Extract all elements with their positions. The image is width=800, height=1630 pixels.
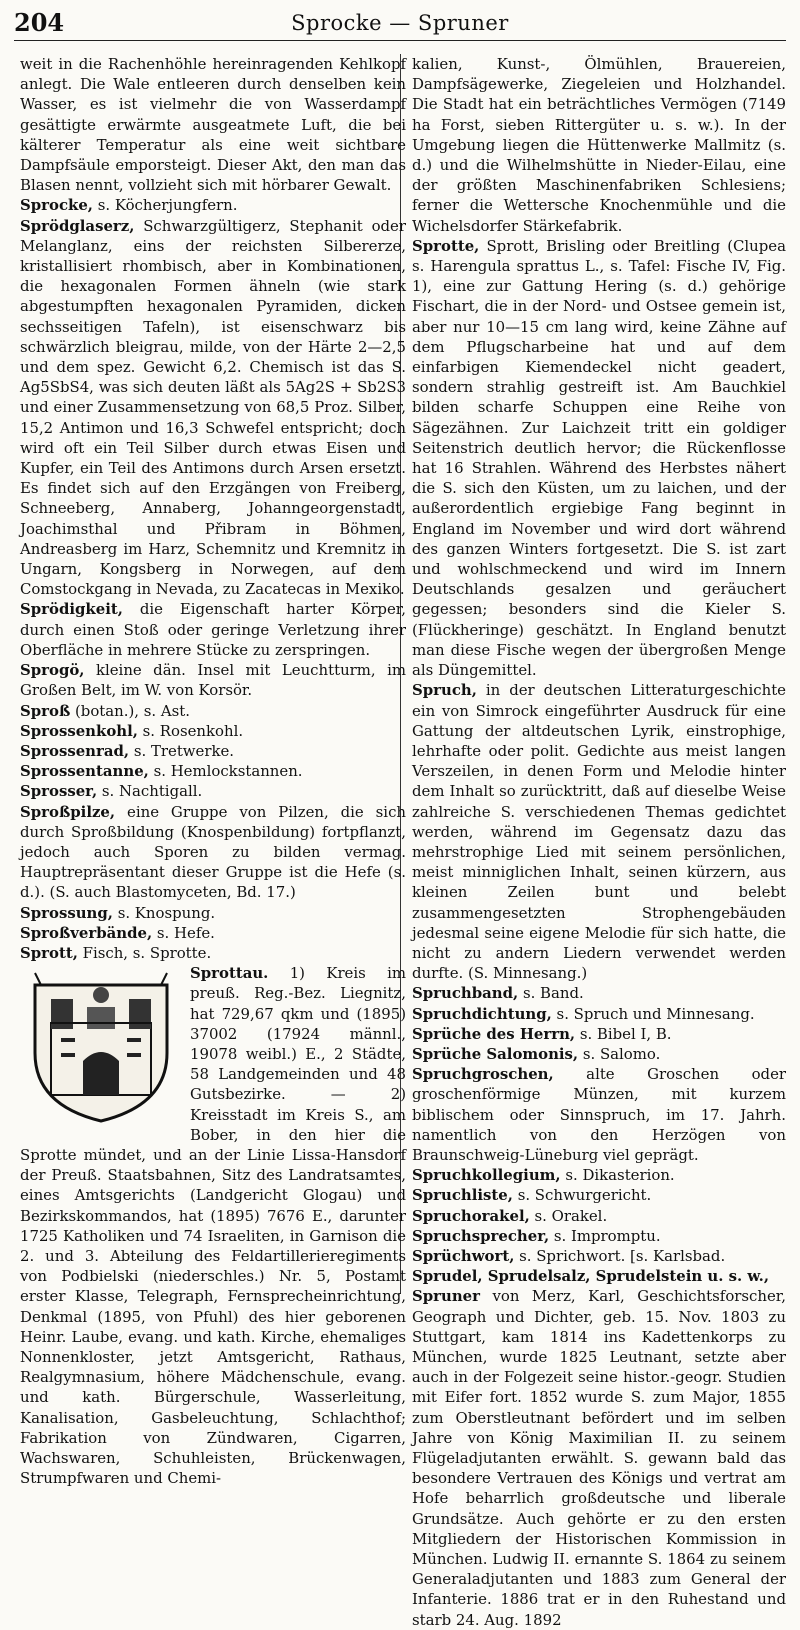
entry-text: s. Tretwerke.: [129, 741, 235, 760]
entry-spruechwort: [412, 1246, 786, 1266]
entry-spross: [20, 701, 406, 721]
entry-sprossenkohl: [20, 721, 406, 741]
headword: Spruchdichtung,: [412, 1004, 552, 1023]
headword: Sprosser,: [20, 782, 98, 801]
entry-spruchdichtung: [412, 1004, 786, 1024]
page-header: [14, 6, 786, 41]
entry-sproedigkeit: [20, 599, 406, 660]
entry-text: s. Nachtigall.: [97, 782, 203, 801]
entry-sproedglaserz: [20, 216, 406, 600]
running-head: Sprocke — Spruner: [291, 11, 509, 35]
headword: Spruchliste,: [412, 1186, 513, 1205]
entry-text: s. Impromptu.: [549, 1226, 661, 1245]
headword: Sprotte,: [412, 236, 480, 255]
headword: Spruner: [412, 1287, 480, 1306]
continuation-paragraph: kalien, Kunst-, Ölmühlen, Brauereien, Dampfsägewerke, Ziegeleien und Holzhandel. Die Stadt hat ein beträchtliches Vermögen (7149 ha Forst, sieben Rittergüter u. s. w.). In der Umgebung liegen die Hüttenwerke Mallmitz (s. d.) und die Wilhelmshütte in Nieder-Eilau, eine der größten Maschinenfabriken Schlesiens; ferner die Wettersche Knochenmühle und die Wichelsdorfer Stärkefabrik.: [412, 55, 786, 235]
entry-text: s. Hemlockstannen.: [148, 762, 303, 781]
entry-spruchband: [412, 983, 786, 1003]
left-column: [20, 54, 406, 1488]
entry-sprosspilze: [20, 802, 406, 903]
entry-sprossentanne: [20, 761, 406, 781]
entry-spruch: [412, 680, 786, 983]
entry-spruner: [412, 1286, 786, 1629]
headword: Sprüche des Herrn,: [412, 1024, 576, 1043]
entry-spruchorakel: [412, 1206, 786, 1226]
entry-sprotte: [412, 236, 786, 680]
page-number: 204: [14, 8, 65, 37]
entry-text: alte Groschen oder groschenförmige Münzen, mit kurzem biblischem oder Sinnspruch, im 17. Jahrh. namentlich von den Herzögen von Braunschweig-Lüneburg viel geprägt.: [412, 1065, 786, 1164]
entry-text: s. Salomo.: [578, 1044, 661, 1063]
headword: Spruchorakel,: [412, 1206, 530, 1225]
headword: Sproßpilze,: [20, 802, 116, 821]
continuation-paragraph: weit in die Rachenhöhle hereinragenden Kehlkopf anlegt. Die Wale entleeren durch denselben kein Wasser, es ist vielmehr die von Wasserdampf gesättigte erwärmte ausgeatmete Luft, die bei kälterer Temperatur als eine weit sichtbare Dampfsäule emporsteigt. Dieser Akt, den man das Blasen nennt, vollzieht sich mit hörbarer Gewalt.: [20, 55, 406, 195]
headword: Sprödigkeit,: [20, 600, 123, 619]
sprottau-coat-of-arms-image: [20, 965, 182, 1125]
entry-sprudel: [412, 1266, 786, 1286]
headword: Sprossung,: [20, 903, 113, 922]
headword: Spruchkollegium,: [412, 1166, 561, 1185]
entry-text: s. Köcherjungfern.: [93, 196, 238, 215]
entry-sprottau: [20, 963, 406, 1488]
entry-sprocke: [20, 195, 406, 215]
entry-sprossung: [20, 903, 406, 923]
headword: Spruchsprecher,: [412, 1226, 550, 1245]
entry-text: die Eigenschaft harter Körper, durch einen Stoß oder geringe Verletzung ihrer Oberfläche in mehrere Stücke zu zerspringen.: [20, 600, 406, 659]
entry-text: s. Rosenkohl.: [137, 721, 244, 740]
entry-sprogoe: [20, 660, 406, 700]
entry-sprosser: [20, 781, 406, 801]
headword: Sprocke,: [20, 196, 93, 215]
headword: Sproßverbände,: [20, 923, 153, 942]
headword: Sprossentanne,: [20, 762, 149, 781]
headword: Sprottau.: [190, 964, 269, 983]
headword: Sprudel, Sprudelsalz, Sprudelstein u. s. w.,: [412, 1267, 770, 1286]
entry-text: s. Sprichwort. [s. Karlsbad.: [514, 1246, 726, 1265]
entry-text: kleine dän. Insel mit Leuchtturm, im Großen Belt, im W. von Korsör.: [20, 661, 406, 700]
entry-text: in der deutschen Litteraturgeschichte ein von Simrock eingeführter Ausdruck für eine Gattung der altdeutschen Lyrik, einstrophige, lehrhafte oder polit. Gedichte aus meist langen Verszeilen, in denen Form und Melodie hinter dem Inhalt so zurücktritt, daß auf dieselbe Weise zahlreiche S. verschiedenen Themas gedichtet werden, während im Gegensatz dazu das mehrstrophige Lied mit seinem persönlichen, meist minniglichen Inhalt, seinen kürzern, aus kleinen Zeilen bunt und belebt zusammengesetzten Strophengebäuden jedesmal seine eigene Melodie für sich hatte, die nicht zu andern Liedern verwendet werden durfte. (S. Minnesang.): [412, 681, 786, 983]
entry-text: eine Gruppe von Pilzen, die sich durch Sproßbildung (Knospenbildung) fortpflanzt, jedoch auch Sporen zu bilden vermag. Hauptrepräsentant dieser Gruppe ist die Hefe (s. d.). (S. auch Blastomyceten, Bd. 17.): [20, 802, 406, 902]
headword: Sprüche Salomonis,: [412, 1044, 579, 1063]
entry-text: 1) Kreis im preuß. Reg.-Bez. Liegnitz, hat 729,67 qkm und (1895) 37002 (17924 männl., 19078 weibl.) E., 2 Städte, 58 Landgemeinden und 48 Gutsbezirke. — 2) Kreisstadt im Kreis S., am Bober, in den hier die Sprotte mündet, und an der Linie Lissa-Hansdorf der Preuß. Staatsbahnen, Sitz des Landratsamtes, eines Amtsgerichts (Landgericht Glogau) und Bezirkskommandos, hat (1895) 7676 E., darunter 1725 Katholiken und 74 Israeliten, in Garnison die 2. und 3. Abteilung des Feldartillerieregiments von Podbielski (niederschles.) Nr. 5, Postamt erster Klasse, Telegraph, Fernsprecheinrichtung, Denkmal (1895, von Pfuhl) des hier geborenen Heinr. Laube, evang. und kath. Kirche, ehemaliges Nonnenkloster, jetzt Amtsgericht, Rathaus, Realgymnasium, höhere Mädchenschule, evang. und kath. Bürgerschule, Wasserleitung, Kanalisation, Gasbeleuchtung, Schlachthof; Fabrikation von Zündwaren, Cigarren, Wachswaren, Schuhleisten, Brückenwagen, Strumpfwaren und Chemi-: [20, 964, 406, 1488]
entry-text: s. Dikasterion.: [560, 1166, 675, 1185]
headword: Sprüchwort,: [412, 1246, 515, 1265]
entry-text: s. Spruch und Minnesang.: [551, 1004, 755, 1023]
entry-spruchliste: [412, 1185, 786, 1205]
entry-text: s. Bibel I, B.: [575, 1024, 672, 1043]
entry-spruchgroschen: [412, 1064, 786, 1165]
entry-sprossenrad: [20, 741, 406, 761]
headword: Sproß: [20, 701, 71, 720]
headword: Sprödglaserz,: [20, 216, 135, 235]
headword: Sprossenrad,: [20, 741, 130, 760]
entry-text: von Merz, Karl, Geschichtsforscher, Geograph und Dichter, geb. 15. Nov. 1803 zu Stuttgart, kam 1814 ins Kadettenkorps zu München, wurde 1825 Leutnant, setzte aber auch in der Folgezeit seine histor.-geogr. Studien mit Eifer fort. 1852 wurde S. zum Major, 1855 zum Oberstleutnant befördert und im selben Jahre von König Maximilian II. zu seinem Flügeladjutanten erwählt. S. gewann bald das besondere Vertrauen des Königs und vertrat am Hofe beharrlich großdeutsche und liberale Grundsätze. Auch gehörte er zu den ersten Mitgliedern der Historischen Kommission in München. Ludwig II. ernannte S. 1864 zu seinem Generaladjutanten und 1883 zum General der Infanterie. 1886 trat er in den Ruhestand und starb 24. Aug. 1892: [412, 1287, 786, 1629]
entry-sprossverbaende: [20, 923, 406, 943]
entry-spruchkollegium: [412, 1165, 786, 1185]
entry-sprueche-des-herrn: [412, 1024, 786, 1044]
entry-text: s. Orakel.: [529, 1206, 608, 1225]
entry-sprueche-salomonis: [412, 1044, 786, 1064]
entry-text: (botan.), s. Ast.: [70, 701, 190, 720]
entry-sprott: [20, 943, 406, 963]
entry-text: s. Hefe.: [152, 923, 215, 942]
headword: Spruch,: [412, 681, 477, 700]
right-column: [412, 54, 786, 1630]
entry-text: s. Band.: [518, 984, 584, 1003]
entry-text: Schwarzgültigerz, Stephanit oder Melanglanz, eins der reichsten Silbererze, kristallisiert rhombisch, aber in Kombinationen, die hexagonalen Formen ähneln (wie stark abgestumpften hexagonalen Pyramiden, dicken sechsseitigen Tafeln), ist eisenschwarz bis schwärzlich bleigrau, milde, von der Härte 2—2,5 und dem spez. Gewicht 6,2. Chemisch ist das S. Ag5SbS4, was sich deuten läßt als 5Ag2S + Sb2S3 und einer Zusammensetzung von 68,5 Proz. Silber, 15,2 Antimon und 16,3 Schwefel entspricht; doch wird oft ein Teil Silber durch etwas Eisen und Kupfer, ein Teil des Antimons durch Arsen ersetzt. Es findet sich auf den Erzgängen von Freiberg, Schneeberg, Annaberg, Johanngeorgenstadt, Joachimsthal und Přibram in Böhmen, Andreasberg im Harz, Schemnitz und Kremnitz in Ungarn, Kongsberg in Norwegen, auf dem Comstockgang in Nevada, zu Zacatecas in Mexiko.: [20, 216, 406, 599]
headword: Sprossenkohl,: [20, 721, 138, 740]
entry-text: s. Knospung.: [112, 903, 216, 922]
entry-text: Sprott, Brisling oder Breitling (Clupea s. Harengula sprattus L., s. Tafel: Fische IV, Fig. 1), eine zur Gattung Hering (s. d.) gehörige Fischart, die in der Nord- und Ostsee gemein ist, aber nur 10—15 cm lang wird, keine Zähne auf dem Pflugscharbeine hat und auf dem einfarbigen Kiemendeckel nicht geadert, sondern strahlig gestreift ist. Am Bauchkiel bilden scharfe Schuppen eine Reihe von Sägezähnen. Zur Laichzeit tritt ein goldiger Seitenstrich deutlich hervor; die Rückenflosse hat 16 Strahlen. Während des Herbstes nähert die S. sich den Küsten, um zu laichen, und der außerordentlich ergiebige Fang beginnt in England im November und wird dort während des ganzen Winters fortgesetzt. Die S. ist zart und wohlschmeckend und wird im Innern Deutschlands gesalzen und geräuchert gegessen; besonders sind die Kieler S. (Flückheringe) geschätzt. In England benutzt man diese Fische wegen der übergroßen Menge als Düngemittel.: [412, 236, 786, 680]
entry-text: s. Schwurgericht.: [512, 1186, 652, 1205]
headword: Sprogö,: [20, 661, 85, 680]
headword: Sprott,: [20, 943, 78, 962]
headword: Spruchband,: [412, 984, 519, 1003]
entry-spruchsprecher: [412, 1226, 786, 1246]
headword: Spruchgroschen,: [412, 1065, 554, 1084]
entry-text: Fisch, s. Sprotte.: [77, 943, 212, 962]
